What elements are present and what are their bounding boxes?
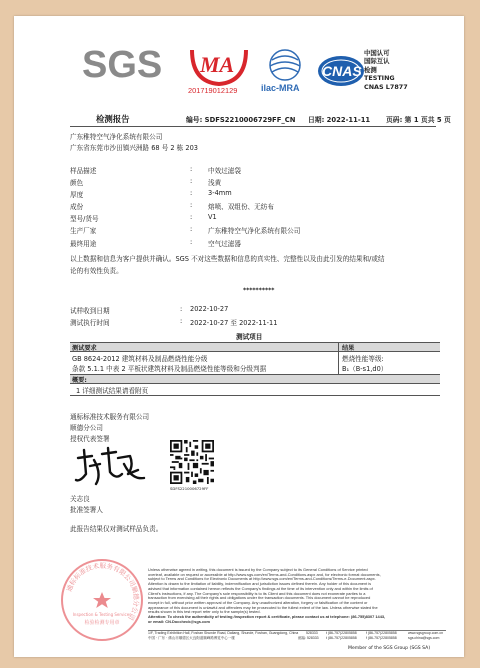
fine-print-line: except in full, without prior written approval of the Company. Any unauthorized alteration, forgery or falsification of the content or	[148, 599, 368, 605]
ilac-mra-logo	[260, 48, 310, 94]
cma-logo	[186, 44, 252, 94]
cma-code: 201719012129	[188, 86, 238, 94]
field-label: 颜色	[70, 179, 84, 188]
fine-print-line: transaction from exercising all their rights and obligations under the transaction documents. This document cannot be reproduced	[148, 595, 371, 601]
sgs-logo	[80, 46, 180, 82]
fine-print-line: advised that information contained hereon reflects the Company's findings at the time of its intervention only and within the limits of	[148, 585, 373, 591]
date-value: 2022-10-27 至 2022-11-11	[190, 319, 278, 327]
issuer-line: 通标标准技术服务有限公司	[70, 413, 150, 421]
stamp-sub-text: 检验检测专用章	[84, 620, 120, 626]
stamp-ring-text: 通标标准技术服务有限公司顺德分公司	[65, 561, 141, 622]
fine-print	[148, 568, 444, 624]
field-value: 熔喷、双组份、无纺布	[208, 203, 274, 212]
fine-print-line: appearance of this document is unlawful and offenders may be prosecuted to the fullest extent of the law. Unless otherwise stated the	[148, 604, 378, 610]
fine-print-line: Client's instructions, if any. The Company's sole responsibility is to its Client and this document does not exonerate parties to a	[148, 590, 366, 596]
fine-print-line: results shown in this test report refer only to the sample(s) tested.	[148, 609, 261, 615]
sample-field-row: 厚度 : 3-4mm	[70, 189, 232, 200]
client-address: 广东省东莞市沙田镇兴洲路 68 号 2 栋 203	[70, 144, 198, 152]
issuer-line: 授权代表签署	[70, 435, 110, 443]
report-date: 日期: 2022-11-11	[308, 116, 371, 124]
test-table	[70, 342, 440, 396]
report-title: 检测报告	[96, 114, 130, 124]
signatory-name: 关志良	[70, 495, 90, 503]
sample-field-row: 样品描述 : 中效过滤袋	[70, 165, 241, 175]
field-value: 空气过滤器	[208, 239, 241, 248]
signatory-title: 批准签署人	[70, 506, 103, 514]
separator-stars: **********	[243, 287, 275, 294]
sample-field-row: 颜色 : 浅黄	[70, 177, 222, 188]
address-tel-cn: t (86-757)22805858	[326, 636, 357, 640]
address-bar	[148, 631, 446, 641]
sgs-logo-text: SGS	[82, 46, 163, 82]
summary-item: 1 详细测试结果请看附页	[76, 387, 149, 395]
field-label: 厚度	[70, 191, 84, 200]
cnas-logo	[316, 54, 366, 88]
field-value: 广东稚特空气净化系统有限公司	[208, 227, 301, 236]
col-result: 结果	[342, 345, 355, 352]
col-requirement: 测试要求	[72, 345, 97, 352]
summary-title: 概要:	[72, 377, 87, 384]
svg-text:MA: MA	[200, 52, 235, 77]
sample-field-row: 成份 : 熔喷、双组份、无纺布	[70, 201, 274, 212]
report-page: SGS MA 201719012129 ilac-MRA CNAS 中国认可 国际互认 检测 TESTING CNAS L7877 检测报告 编号: SDFS2210006729FF_CN 日期: 2022-11-11 页码: 第 1 页共 5 页 广东稚特空气净化系统有限公司 广东省东莞市沙田镇兴洲路 68 号 2 栋 203 样品描述 : 中效过滤袋 颜色 : 浅黄 厚度 : 3-4mm 成份 : 熔喷、双组份、无纺布 型号/货号 : V1 生产厂家 : 广东稚特空气净化系统有限公司 最终用途 : 空气过滤器 以上数据和信息为客户提供并确认。SGS 不对这些数据和信息的真实性、完整性以及由此引发的结果和/或结 论的有效性负责。 ********** 试样收到日期 : 2022-10-27 测试执行时间 : 2022-10-27 至 2022-11-11 测试项目 测试要求 结果 GB 8624-2012 建筑材料及制品燃烧性能分级 条款 5.1.1 中表 2 平板状建筑材料及制品燃烧性能等级和分级判据 燃烧性能等级: B₁（B-s1,d0） 概要: 1 详细测试结果请看附页 通标标准技术服务有限公司 顺德分公司 授权代表签署 SDFS2210006729FF 关志良 批准签署人 此报告结果仅对测试样品负责。 通标标准技术服务有限公司顺德分公司 Inspection & Testing Services 检验检测专用章 Unless otherwise agreed in writing, this document is issued by the Company subject to its General Conditions of Service printed overleaf, available on request or accessible at http://www.sgs.com/en/Terms-and-Conditions.aspx and, for electronic format documents, subject to Terms and Conditions for Electronic Documents at http://www.sgs.com/en/Terms-and-Conditions/Terms-e-Document.aspx. Attention is drawn to the limitation of liability, indemnification and jurisdiction issues defined therein. Any holder of this document is advised that information contained hereon reflects the Company's findings at the time of its intervention only and within the limits of Client's instructions, if any. The Company's sole responsibility is to its Client and this document does not exonerate parties to a transaction from exercising all their rights and obligations under the transaction documents. This document cannot be reproduced except in full, without prior written approval of the Company. Any unauthorized alteration, forgery or falsification of the content or appearance of this document is unlawful and offenders may be prosecuted to the fullest extent of the law. Unless otherwise stated the results shown in this test report refer only to the sample(s) tested. Attention: To check the authenticity of testing /inspection report & certificate, please contact us at telephone: (86-755)8307 1443, or email: CN.Doccheck@sgs.com 1/F, Trading Exhibition Hall, Foshan Shunde Road, Daliang, Shunde, Foshan, Guangdong, China 528333 t (86-757)22805858 f (86-757)22805858 www.sgsgroup.com.cn 中国 · 广东 · 佛山市顺德区大良街道顺峰路博览中心一楼 邮编: 528333 t (86-757)22805858 f (86-757)22805858 sgs.china@sgs.com Member of the SGS Group (SGS SA)	[14, 16, 464, 657]
accreditation-block	[364, 49, 408, 91]
report-number: 编号: SDFS2210006729FF_CN	[186, 116, 296, 124]
field-label: 最终用途	[70, 239, 97, 248]
sample-field-row: 生产厂家 : 广东稚特空气净化系统有限公司	[70, 225, 301, 236]
address-zip-cn: 邮编: 528333	[298, 636, 319, 640]
field-value: 中效过滤袋	[208, 167, 241, 175]
sample-field-row: 最终用途 : 空气过滤器	[70, 237, 241, 248]
fine-print-line: Attention: To check the authenticity of testing /inspection report & certificate, please contact us at telephone: (86-755)8307 1443,	[148, 614, 386, 620]
member-line: Member of the SGS Group (SGS SA)	[348, 646, 431, 651]
client-name: 广东稚特空气净化系统有限公司	[70, 133, 163, 141]
disclaimer-line: 论的有效性负责。	[70, 267, 123, 275]
issuer-line: 顺德分公司	[70, 424, 103, 432]
field-label: 生产厂家	[70, 227, 97, 236]
accreditation-line: 检测	[364, 65, 377, 74]
result-line: B₁（B-s1,d0）	[342, 365, 388, 373]
qr-code	[170, 440, 214, 484]
address-tel: t (86-757)22805858	[326, 631, 357, 635]
footer-note: 此报告结果仅对测试样品负责。	[70, 525, 163, 533]
summary-row	[70, 384, 440, 396]
address-email: sgs.china@sgs.com	[408, 636, 440, 640]
accreditation-line: 国际互认	[364, 57, 390, 66]
qr-caption: SDFS2210006729FF	[170, 486, 209, 491]
cnas-text: CNAS	[322, 63, 362, 79]
date-value: 2022-10-27	[190, 305, 229, 313]
disclaimer-line: 以上数据和信息为客户提供并确认。SGS 不对这些数据和信息的真实性、完整性以及由此引发的结果和/或结	[70, 255, 385, 263]
test-section-title: 测试项目	[236, 333, 263, 341]
fine-print-line: overleaf, available on request or accessible at http://www.sgs.com/en/Terms-and-Conditions.aspx and, for electronic format documents,	[148, 571, 381, 577]
sample-info	[70, 165, 430, 250]
address-web: www.sgsgroup.com.cn	[408, 631, 444, 635]
header-rule	[70, 126, 436, 127]
ilac-text: ilac-MRA	[261, 83, 300, 93]
requirement-line: GB 8624-2012 建筑材料及制品燃烧性能分级	[72, 355, 208, 363]
field-label: 型号/货号	[70, 215, 99, 224]
accreditation-line: TESTING	[364, 74, 395, 83]
page-number: 页码: 第 1 页共 5 页	[386, 116, 451, 124]
field-value: 3-4mm	[208, 189, 232, 198]
accreditation-line: CNAS L7877	[364, 82, 408, 91]
date-label: 试样收到日期	[70, 307, 110, 315]
official-stamp	[58, 556, 146, 644]
address-cn: 中国 · 广东 · 佛山市顺德区大良街道顺峰路博览中心一楼	[148, 636, 235, 640]
field-value: V1	[208, 213, 217, 222]
field-value: 浅黄	[208, 179, 222, 188]
handwritten-signature	[72, 444, 150, 490]
field-label: 成份	[70, 203, 84, 212]
fine-print-line: Attention is drawn to the limitation of liability, indemnification and jurisdiction issues defined therein. Any holder of this document is	[148, 581, 372, 587]
test-table-header	[70, 342, 440, 352]
sample-field-row: 型号/货号 : V1	[70, 213, 217, 224]
address-fax: f (86-757)22805858	[366, 631, 397, 635]
stamp-center-text: Inspection & Testing Services	[72, 612, 132, 617]
address-en: 1/F, Trading Exhibition Hall, Foshan Shunde Road, Daliang, Shunde, Foshan, Guangdong, China	[148, 631, 299, 635]
fine-print-line: Unless otherwise agreed in writing, this document is issued by the Company subject to its General Conditions of Service printed	[148, 567, 368, 572]
address-zip: 528333	[306, 631, 318, 635]
test-table-row	[70, 352, 440, 375]
accreditation-line: 中国认可	[364, 49, 390, 57]
requirement-line: 条款 5.1.1 中表 2 平板状建筑材料及制品燃烧性能等级和分级判据	[72, 365, 267, 373]
date-label: 测试执行时间	[70, 319, 110, 327]
summary-header	[70, 375, 440, 384]
field-label: 样品描述	[70, 167, 97, 175]
result-line: 燃烧性能等级:	[342, 355, 384, 363]
fine-print-line: subject to Terms and Conditions for Electronic Documents at http://www.sgs.com/en/Terms-and-Conditions/Terms-e-Document.aspx.	[148, 576, 376, 582]
address-fax-cn: f (86-757)22805858	[366, 636, 397, 640]
fine-print-line: or email: CN.Doccheck@sgs.com	[148, 618, 210, 624]
